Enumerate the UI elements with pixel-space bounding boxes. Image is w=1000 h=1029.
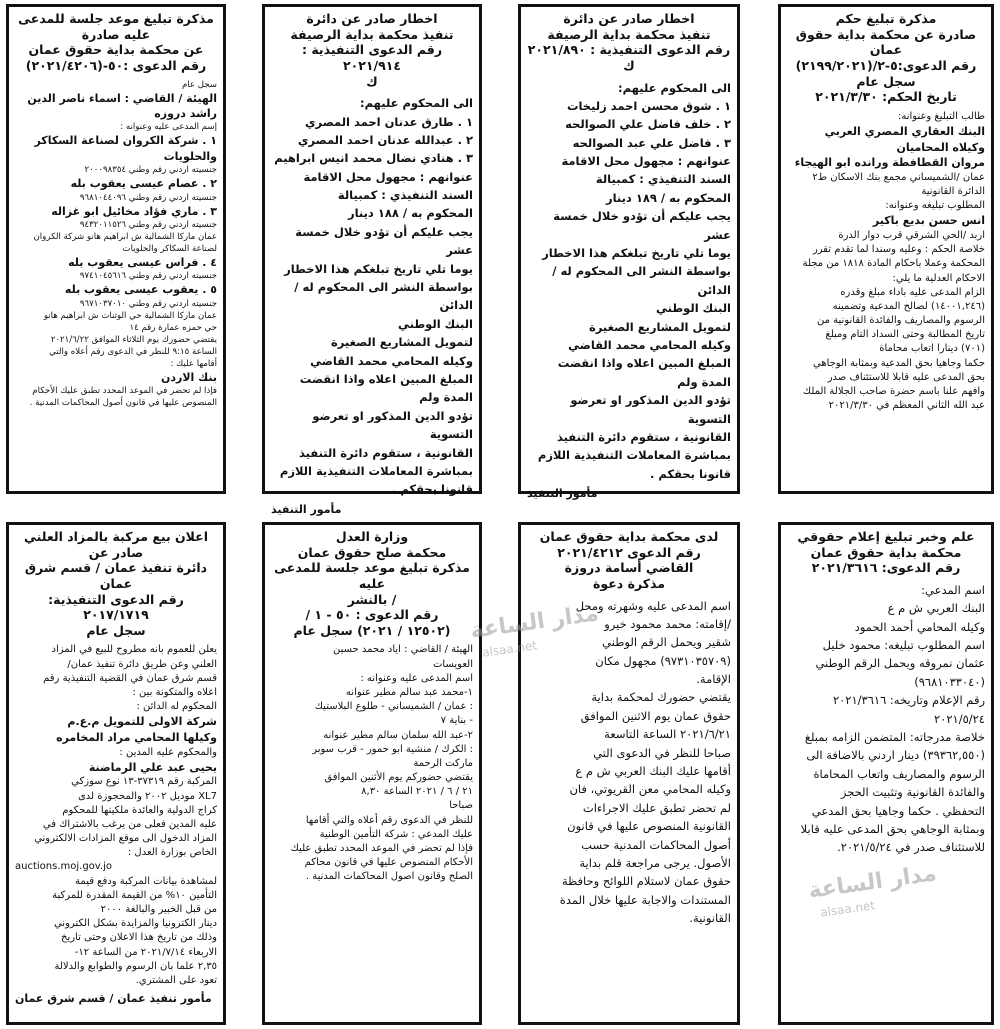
notice-body-line: عليه المدين فعلى من يرغب بالاشتراك في [42, 818, 217, 830]
notice-body-line: الى المحكوم عليهم: [618, 80, 731, 95]
notice-body-line: حقوق عمان يوم الاثنين الموافق [580, 708, 731, 723]
notice-body-line: وكيلاه المحاميان [896, 140, 985, 154]
notice-body-line: الى المحكوم عليهم: [360, 96, 473, 111]
notice-body-line: الرسوم والمصاريف والفائدة القانونية من [817, 315, 985, 327]
notice-body-line: جنسيته اردني رقم وطني ٩٦٨١٠٤٤٠٩٦ [79, 192, 217, 203]
notice-body-line: البنك العربي ش م ع [887, 601, 985, 616]
notice-body-line: يعلن للعموم بانه مطروح للبيع في المزاد [51, 644, 217, 656]
notice-body-line: أصول المحاكمات المدنية حسب [581, 837, 731, 852]
notice-body-line: auctions.moj.gov.jo [15, 861, 113, 873]
notice-body-line: الخاص بوزارة العدل : [127, 847, 217, 859]
notice-body-line: (١٤٠٠١,٢٤٦) لصالح المدعية وتضمينه [832, 300, 985, 312]
notice-body-line: : عمان / الشميساني - طلوع البلاستيك [314, 701, 473, 713]
notice-body-line: البنك الوطني [398, 316, 473, 331]
notice-body-line: أقامها عليك البنك العربي ش م ع [575, 764, 731, 779]
notice-body-line: حي حمزه عمارة رقم ١٤ [129, 322, 217, 333]
notice-body-line: اسم المدعى عليه وعنوانه : [360, 672, 473, 684]
notice-body-line: سجل عام [181, 79, 217, 90]
notice-body-line: ٢,٣٥ علما بان الرسوم والطوابع والدلالة [54, 960, 217, 972]
notice-body-line: وكيله المحامي محمد القاضي [568, 337, 731, 352]
notice-body-line: ٢٠٢١/٦/٢١ الساعة التاسعة [604, 727, 731, 742]
notice-body-line: البنك الوطني [656, 301, 731, 316]
notice-body-line: ٥ . يعقوب عيسى يعقوب بله [64, 283, 217, 297]
notice-body-line: وذلك من تاريخ هذا الاعلان وحتى تاريخ [60, 932, 217, 944]
notice-heading-line: ك [366, 73, 378, 89]
notice-body-line: المزاد الدخول الى موقع المزادات الالكتروني [34, 833, 217, 845]
notice-body-line: صباحا للنظر في الدعوى التي [593, 745, 731, 760]
notice-body-line: عثمان نمروقه ويحمل الرقم الوطني [815, 656, 985, 671]
notice-body-line: وافهم علنا باسم حضرة صاحب الجلالة الملك [802, 386, 985, 397]
notice-body-line: اربد /الحي الشرقي قرب دوار الدرة [838, 229, 985, 241]
notice-signature: مأمور التنفيذ [271, 502, 342, 516]
notice-body-line: ٣ . فاضل علي عبد الصوالحه [572, 135, 731, 150]
notice-body-line: (٩٧٣١٠٣٥٧٠٩) مجهول مكان [595, 653, 731, 668]
notice-body-line: حكما وجاهيا بحق المدعية وبمثابة الوجاهي [812, 357, 985, 369]
notice-heading-line: وزارة العدل [335, 529, 409, 544]
notice-body-line: وكيله المحامي أحمد الحمود [854, 619, 985, 634]
notice-body-line: والمحكوم عليه المدين : [119, 746, 217, 758]
notice-body-line: ٢ . خلف فاضل علي الصوالحه [565, 117, 731, 132]
notice-body-line: (٧٠١) دينارا اتعاب محاماة [879, 343, 985, 355]
notice-body-line: انس حسن بديع باكير [872, 214, 985, 228]
notice-body-line: يجب عليكم أن تؤدو خلال خمسة عشر [553, 209, 731, 242]
notice-heading-line: اخطار صادر عن دائرة [306, 11, 438, 26]
notice-signature: مأمور التنفيذ [527, 487, 598, 501]
notice-body-line: المركبة رقم ٣٧٣١٩-١٣ نوع سوزكي [71, 776, 217, 788]
notice-body-line: ٢٠٢١/٥/٢٤ [934, 711, 985, 726]
notice-body-line: المطلوب تبليغه وعنوانه: [885, 200, 985, 212]
notice-heading-line: مذكرة دعوة [593, 575, 665, 591]
notice-body-line: مروان القطافطة ورانده ابو الهيجاء [794, 156, 985, 170]
notice-heading-line: علم وخبر تبليغ إعلام حقوقي [797, 529, 975, 544]
notice-body-line: التأمين ١٠% من القيمة المقدرة للمركبة [52, 889, 217, 901]
notice-body-line: يقتضي حضورك يوم الثلاثاء الموافق ٢٠٢١/٦/٢٢ [50, 334, 217, 345]
notice-body-line: أقامها عليك : [170, 359, 217, 370]
notice-body-line: تؤدو الدين المذكور او تعرضو التسوية [312, 408, 473, 442]
notice-body-line: كراج الدولية والعائدة ملكيتها للمحكوم [62, 804, 217, 816]
notice-vehicle-auction [6, 522, 226, 1025]
watermark-url: alsaa.net [819, 898, 876, 920]
notice-body-line: عمان /الشميساني مجمع بنك الاسكان ط٢ [812, 171, 985, 183]
notice-body-line: خلاصة الحكم : وعليه وسندا لما تقدم تقرر [812, 244, 985, 256]
notice-body-line: ٢١ / ٦ / ٢٠٢١ الساعة ٨,٣٠ [361, 786, 473, 798]
notice-body-line: المحكمة وعملا باحكام المادة ١٨١٨ من مجلة [802, 258, 985, 270]
notice-body-line: (٩٦٨١٠٣٣٠٤٠) [914, 674, 985, 689]
notice-body-line: القانونية. [689, 911, 731, 926]
notice-body-line: جنسيته اردني رقم وطني ٩٤٣٢٠١١٥٢٦ [79, 219, 217, 230]
watermark-text: مدار الساعة [468, 601, 601, 644]
notice-body-line: : الكرك / منشية ابو حمور - قرب سوبر [312, 743, 473, 755]
notice-body-line: الأحكام المنصوص عليها في قانون محاكم [304, 857, 473, 869]
notice-heading-line: رقم الدعوى التنفيذية: ٢٠١٧/١٧١٩ [48, 591, 184, 623]
notice-body-line: البنك العقاري المصري العربي [824, 124, 985, 138]
notice-body-line: من قبل الخبير والبالغة ٢٠٠٠ [100, 904, 217, 916]
notice-heading-line: سجل عام [86, 622, 146, 638]
notice-body-line: جنسيته اردني رقم وطني ٩٧٤١٠٤٥٦١٦ [79, 271, 217, 282]
notice-body-line: ١ . شوق محسن احمد زليخات [566, 98, 731, 113]
notice-body-line: للنظر في الدعوى رقم أعلاه والتي أقامها [305, 814, 473, 826]
notice-body-line: بواسطة النشر الى المحكوم له / الدائن [294, 280, 473, 313]
notice-body-line: عنوانهم : مجهول محل الاقامة [561, 154, 731, 169]
notice-body-line: قسم شرق عمان في القضية التنفيذية رقم [43, 672, 217, 684]
notice-body-line: عليك المدعي : شركة التأمين الوطنية [319, 828, 473, 840]
notice-body-line: وكيله المحامي محمد القاضي [310, 353, 473, 368]
notice-heading-line: (١٢٥٠٢ / ٢٠٢١) سجل عام [293, 622, 451, 638]
notice-case-invitation-4212 [518, 522, 740, 1025]
notice-body-line: اسم المطلوب تبليغه: محمود خليل [822, 638, 985, 653]
notice-body-line: اسم المدعي: [921, 582, 985, 597]
notice-heading-line: اخطار صادر عن دائرة [563, 11, 695, 26]
notice-body-line: تاريخ المطالبة وحتى السداد التام ومبلغ [825, 329, 985, 341]
watermark-text: مدار الساعة [806, 861, 939, 904]
notice-body-line: بمباشرة المعاملات التنفيذية اللازم [537, 448, 731, 463]
notice-body-line: وكيله المحامي معن القريوتي، فان [569, 782, 731, 797]
notice-body-line: اعلاه والمتكونة بين : [132, 686, 217, 698]
notice-body-line: لصناعة السكاكر والحلويات [122, 244, 217, 255]
notice-execution-warning-914 [262, 4, 482, 516]
notice-body-line: قانونا بحقكم . [392, 482, 473, 497]
notice-body-line: التحفظي . حكما وجاهيا بحق المدعي [811, 803, 985, 818]
notice-heading-line: صادرة عن محكمة بداية حقوق عمان [795, 26, 977, 58]
notice-body-line: ١-محمد عبد سالم مطير عنوانه [345, 686, 473, 698]
notice-body-line: يجب عليكم أن تؤدو خلال خمسة عشر [295, 224, 473, 258]
notice-heading-line: رقم الدعوى التنفيذية : ٢٠٢١/٩١٤ [301, 42, 443, 73]
notice-body-line: لتمويل المشاريع الصغيرة [588, 319, 731, 334]
notice-body-line: ٢ . عصام عيسى يعقوب بله [70, 177, 217, 191]
notice-body-line: بواسطة النشر الى المحكوم له / الدائن [552, 264, 731, 297]
notice-heading-line: القاضي أسامة دروزة [564, 560, 694, 576]
notice-heading-line: رقم الدعوى ٢٠٢١/٤٢١٢ [557, 544, 701, 560]
notice-heading-line: تنفيذ محكمة بداية الرصيفة [290, 26, 454, 42]
notice-body-line: الساعة ٩:١٥ للنظر في الدعوى رقم أعلاه والتي [49, 347, 217, 357]
notice-body-line: فإذا لم تحضر في الموعد المحدد تطبق عليك الأحكام [32, 386, 217, 397]
notice-body-line: الأصول. يرجى مراجعة قلم بداية [579, 855, 731, 870]
notice-body-line: - بناية ٧ [440, 715, 473, 727]
notice-body-line: الدائرة القانونية [921, 185, 985, 197]
notice-body-line: عبد الله الثاني المعظم في ٢٠٢١/٣/٣٠ [828, 400, 985, 412]
notice-body-line: يوما تلي تاريخ تبلغكم هذا الاخطار [542, 246, 731, 261]
notice-body-line: ٤ . فراس عيسى يعقوب بله [68, 256, 217, 270]
notice-body-line: حقوق عمان لاستلام اللوائح وحافظة [561, 874, 731, 889]
notice-body-line: المبلغ المبين اعلاه واذا انقضت المدة ولم [299, 371, 473, 405]
notice-body-line: جنسيته اردني رقم وطني ٩٦٧١٠٣٧٠١٠ [79, 298, 217, 309]
notice-body-line: (٣٩٣٦٢,٥٥٠) دينار اردني بالاضافة الى [806, 748, 985, 763]
notice-body-line: يقتضي حضورك لمحكمة بداية [591, 690, 731, 705]
notice-body-line: الاربعاء ٢٠٢١/٧/١٤ من الساعة ١٢- [74, 946, 217, 958]
notice-heading-line: / بالنشر [347, 591, 397, 607]
notice-body-line: بمباشرة المعاملات التنفيذية اللازم [279, 463, 473, 478]
notice-heading-line: ك [623, 57, 635, 73]
notice-body-line: تؤدو الدين المذكور او تعرضو التسوية [570, 393, 731, 426]
notice-body-line: شقير ويحمل الرقم الوطني [602, 635, 731, 650]
notice-body-line: يوما تلي تاريخ تبلغكم هذا الاخطار [284, 261, 473, 276]
notice-body-line: جنسيته اردني رقم وطني ٢٠٠٠٩٨٣٥٤ [84, 165, 217, 176]
notice-heading-line: دائرة تنفيذ عمان / قسم شرق عمان [24, 560, 208, 591]
notice-body-line: عنوانهم : مجهول محل الاقامة [303, 169, 473, 184]
notice-body-line: /إقامته: محمد محمود خيرو [604, 616, 731, 631]
notice-body-line: XL7 موديل ٢٠٠٢ والمحجوزة لدى [77, 790, 217, 802]
notice-heading-line: اعلان بيع مركبة بالمزاد العلني صادر عن [23, 529, 208, 560]
notice-magistrate-hearing-12502 [262, 522, 482, 1025]
notice-body-line: ٣ . هنادي نضال محمد انيس ابراهيم [274, 151, 473, 166]
notice-body-line: وكيلها المحامي مراد المخامره [56, 730, 217, 744]
notice-heading-line: تنفيذ محكمة بداية الرصيفة [547, 26, 711, 42]
notice-body-line: ٣ . ماري فؤاد مخائيل ابو غزاله [51, 204, 217, 218]
notice-body-line: الاحكام العدلية ما يلي: [892, 272, 985, 284]
notice-body-line: لم تحضر تطبق عليك الاجراءات [582, 800, 731, 815]
notice-body-line: دينار الكترونيا والمزايدة بشكل الكتروني [53, 918, 217, 930]
notice-body-line: اسم المدعى عليه وشهرته ومحل [575, 598, 731, 613]
notice-body-line: القانونية ، ستقوم دائرة التنفيذ [298, 445, 473, 460]
notice-heading-line: رقم الدعوى:٥-٢/(٢١٩٩/٢٠٢١) سجل عام [795, 57, 977, 89]
notice-body-line: رقم الإعلام وتاريخه: ٢٠٢١/٣٦١٦ [832, 693, 985, 708]
notice-body-line: طالب التبليغ وعنوانه: [897, 110, 985, 122]
notice-heading-line: عن محكمة بداية حقوق عمان [28, 42, 204, 58]
notice-execution-warning-890 [518, 4, 740, 501]
notice-body-line: قانونا بحقكم . [650, 466, 731, 481]
notice-body-line: بحق المدعى عليه قابلا للاستئناف صدر [827, 371, 985, 383]
notice-body-line: يقتضي حضوركم يوم الأثنين الموافق [324, 772, 473, 784]
notice-body-line: إسم المدعى عليه وعنوانه : [120, 122, 217, 133]
notice-body-line: عمان ماركا الشمالية ش ابراهيم هانو شركة الكروان [33, 232, 217, 242]
watermark-url: alsaa.net [481, 638, 538, 660]
notice-body-line: الهيئة / القاضي : اسماء ناصر الدين راشد دروزه [27, 91, 217, 120]
notice-heading-line: مذكرة تبليغ موعد جلسة للمدعى عليه [274, 560, 470, 591]
notice-body-line: القانونية ، ستقوم دائرة التنفيذ [556, 429, 731, 444]
notice-heading-line: تاريخ الحكم: ٢٠٢١/٣/٣٠ [815, 89, 957, 105]
notice-body-line: تعود على المشتري. [135, 974, 217, 986]
notice-heading-line: رقم الدعوى : ٥٠ - ١ / [305, 607, 439, 623]
notice-body-line: صباحا [449, 800, 473, 812]
notice-body-line: السند التنفيذي : كمبيالة [337, 188, 473, 203]
notice-body-line: عمان ماركا الشمالية حي الوثنات ش ابراهيم هانو [43, 310, 217, 321]
notice-body-line: العويسات [433, 658, 473, 670]
notice-heading-line: محكمة بداية حقوق عمان [810, 544, 962, 560]
notice-body-line: المحكوم به / ١٨٨ دينار [347, 206, 473, 221]
notice-body-line: للاستئناف صدر في ٢٠٢١/٥/٢٤. [837, 840, 985, 855]
notice-hearing-summons-4206 [6, 4, 226, 494]
notice-body-line: فإذا لم تحضر في الموعد المحدد تطبق عليك [290, 843, 473, 854]
notice-judgment-information [778, 522, 994, 1025]
notice-heading-line: رقم الدعوى التنفيذية : ٢٠٢١/٨٩٠ [527, 42, 731, 58]
notice-body-line: يحيى عبد علي الرماضنة [88, 760, 217, 774]
notice-body-line: ماركت الرحمة [413, 757, 473, 769]
notice-signature: مأمور تنفيذ عمان / قسم شرق عمان [15, 992, 212, 1006]
notice-body-line: والفائدة القانونية وتثبيت الحجز [840, 785, 985, 800]
notice-body-line: لتمويل المشاريع الصغيرة [330, 335, 473, 350]
notice-heading-line: رقم الدعوى :٥٠-(٢٠٢١/٤٢٠٦) [25, 57, 207, 73]
notice-body-line: الصلح وقانون اصول المحاكمات المدنية . [305, 871, 473, 883]
notice-heading-line: لدى محكمة بداية حقوق عمان [539, 529, 719, 544]
notice-body-line: خلاصة مدرجاته: المتضمن الزامه بمبلغ [804, 730, 985, 744]
notice-body-line: الرسوم والمصاريف واتعاب المحاماة [813, 766, 985, 781]
notice-body-line: شركة الاولى للتمويل م.ع.م [67, 715, 217, 729]
notice-body-line: المحكوم له الدائن : [136, 701, 217, 713]
notice-heading-line: رقم الدعوى: ٢٠٢١/٣٦١٦ [811, 560, 961, 576]
notice-body-line: بنك الاردن [160, 371, 217, 385]
notice-body-line: العلني وعن طريق دائرة تنفيذ عمان/ [67, 658, 217, 670]
notice-body-line: القانونية المنصوص عليها في قانون [567, 819, 731, 834]
notice-body-line: الهيئة / القاضي : اياد محمد حسين [332, 644, 473, 656]
notice-body-line: الإقامة. [696, 672, 731, 687]
notice-body-line: الزام المدعى عليه باداء مبلغ وقدره [840, 286, 985, 298]
notice-body-line: ١ . طارق عدنان احمد المصري [305, 114, 473, 129]
notice-heading-line: مذكرة تبليغ حكم [835, 11, 937, 26]
notice-judgment-notification [778, 4, 994, 494]
notice-body-line: ٢ . عبدالله عدنان احمد المصري [297, 132, 473, 147]
notice-body-line: المحكوم به / ١٨٩ دينار [605, 190, 731, 205]
notice-body-line: المبلغ المبين اعلاه واذا انقضت المدة ولم [557, 356, 731, 389]
notice-body-line: ٢-عبد الله سلمان سالم مطير عنوانه [323, 729, 473, 741]
notice-heading-line: محكمة صلح حقوق عمان [297, 544, 447, 560]
notice-body-line: السند التنفيذي : كمبيالة [595, 172, 731, 187]
notice-body-line: ١ . شركة الكروان لصناعة السكاكر والحلويات [34, 134, 217, 163]
notice-body-line: وبمثابة الوجاهي بحق المدعى عليه قابلا [800, 821, 985, 836]
notice-body-line: المنصوص عليها في قانون أصول المحاكمات المدنية . [29, 398, 217, 409]
notice-body-line: المستندات والاجابة عليها خلال المدة [559, 892, 731, 907]
notice-heading-line: مذكرة تبليغ موعد جلسة للمدعى عليه صادرة [18, 11, 214, 42]
notice-body-line: لمشاهدة بيانات المركبة ودفع قيمة [75, 875, 217, 887]
